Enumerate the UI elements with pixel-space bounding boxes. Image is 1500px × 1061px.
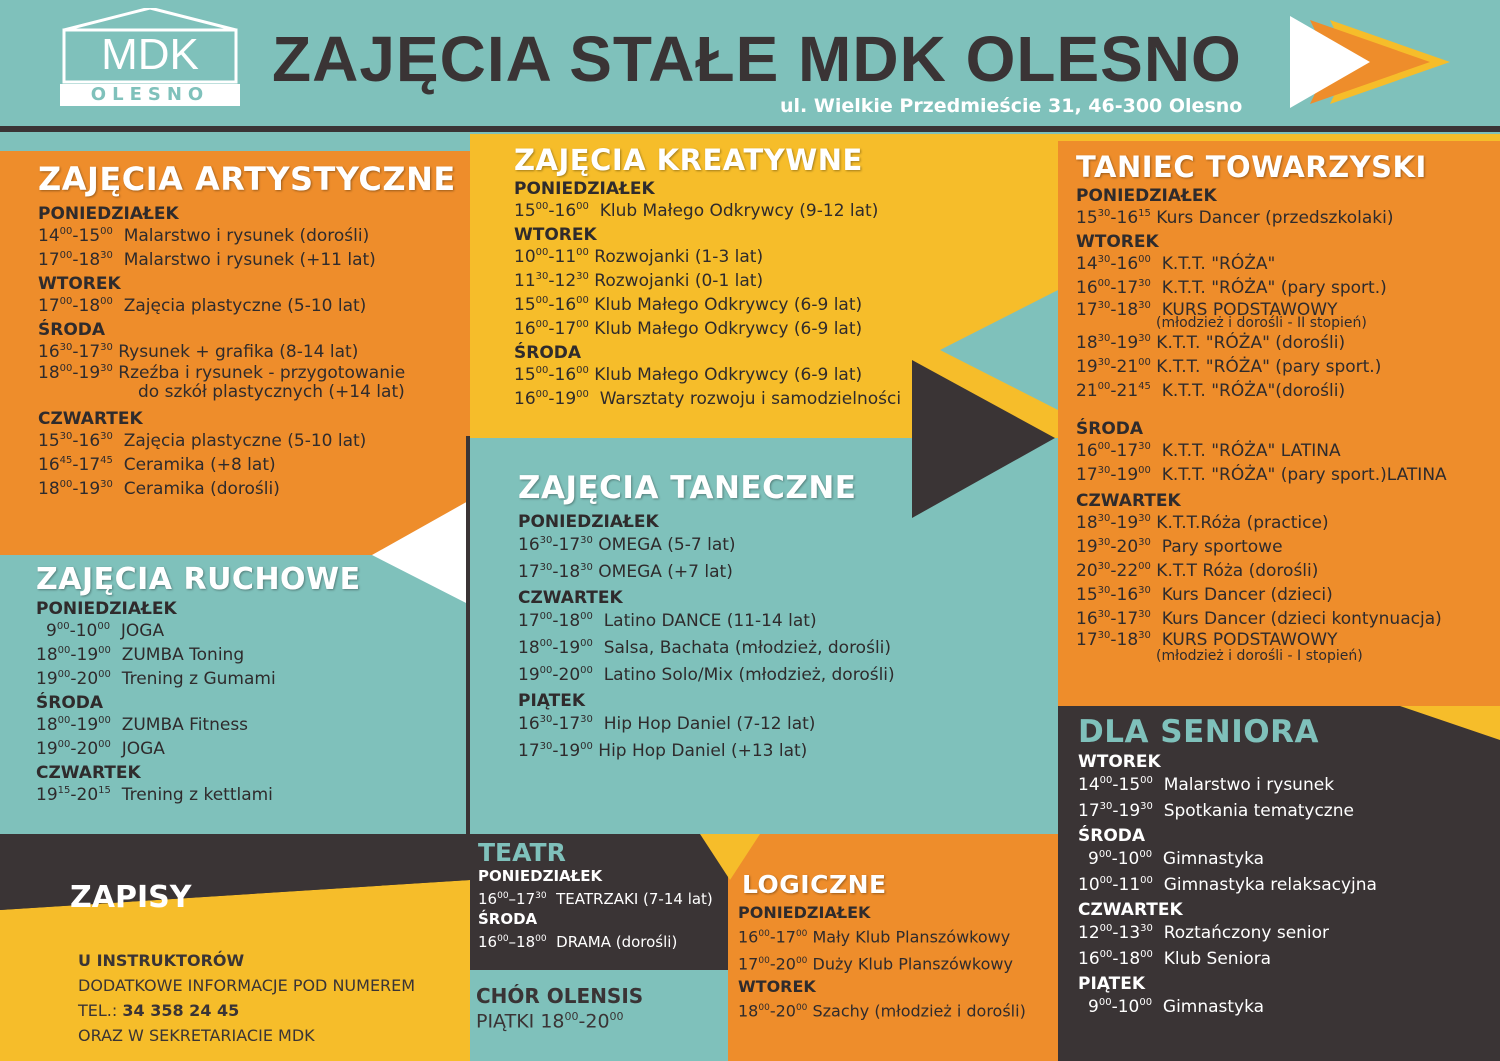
schedule-row: $15^{30}-16^{30}$ Kurs Dancer (dzieci) (1076, 585, 1333, 605)
logiczne-title: LOGICZNE (742, 870, 887, 899)
schedule-row: $19^{00}-20^{00}$ Trening z Gumami (36, 669, 276, 689)
day-label: ŚRODA (1078, 826, 1146, 846)
teatr-section (478, 838, 728, 953)
zapisy-phone: TEL.: 34 358 24 45 (78, 1001, 240, 1020)
schedule-row: $17^{30}-18^{30}$ KURS PODSTAWOWY (1076, 300, 1338, 320)
zapisy-title: ZAPISY (70, 880, 192, 915)
day-label: PONIEDZIAŁEK (518, 512, 659, 532)
zapisy-info (78, 948, 468, 1048)
taneczne-section (518, 470, 958, 765)
taniec-title: TANIEC TOWARZYSKI (1076, 150, 1427, 184)
logiczne-section (738, 870, 1056, 1023)
schedule-row: $18^{00}-20^{00}$ Szachy (młodzież i dorośli) (738, 1000, 1026, 1020)
schedule-row: $18^{00}-19^{00}$ ZUMBA Fitness (36, 715, 249, 735)
ruchowe-title: ZAJĘCIA RUCHOWE (36, 562, 361, 597)
day-label: PONIEDZIAŁEK (1076, 186, 1217, 206)
day-label: ŚRODA (514, 343, 582, 363)
schedule-row: $18^{00}-19^{30}$ Rzeźba i rysunek - przygotowanie (38, 363, 406, 383)
taniec-section (1076, 150, 1496, 664)
schedule-row: $16^{30}-17^{30}$ Rysunek + grafika (8-14 lat) (38, 342, 359, 362)
schedule-row: $17^{30}-19^{00}$ K.T.T. "RÓŻA" (pary sport.)LATINA (1076, 465, 1447, 485)
schedule-row: $17^{30}-18^{30}$ KURS PODSTAWOWY (1076, 630, 1338, 650)
schedule-row: $14^{00}-15^{00}$ Malarstwo i rysunek (1078, 775, 1335, 795)
day-label: PIĄTEK (518, 691, 586, 711)
chor-title: CHÓR OLENSIS (476, 984, 644, 1008)
schedule-row: $10^{00}-11^{00}$ Rozwojanki (1-3 lat) (514, 247, 764, 267)
schedule-row: $11^{30}-12^{30}$ Rozwojanki (0-1 lat) (514, 271, 764, 291)
schedule-row: $17^{30}-18^{30}$ OMEGA (+7 lat) (518, 562, 733, 582)
teatr-title: TEATR (478, 838, 566, 867)
day-label: CZWARTEK (518, 588, 623, 608)
day-label: CZWARTEK (36, 763, 141, 783)
logo-main-text: MDK (101, 30, 199, 79)
zapisy-line: ORAZ W SEKRETARIACIE MDK (78, 1026, 315, 1045)
day-label: WTOREK (38, 274, 121, 294)
schedule-row: $10^{00}-11^{00}$ Gimnastyka relaksacyjna (1078, 875, 1377, 895)
schedule-row: $9^{00}-10^{00}$ JOGA (46, 621, 165, 641)
schedule-row: $18^{30}-19^{30}$ K.T.T.Róża (practice) (1076, 513, 1329, 533)
schedule-row: $14^{30}-16^{00}$ K.T.T. "RÓŻA" (1076, 254, 1276, 274)
schedule-row: $18^{30}-19^{30}$ K.T.T. "RÓŻA" (dorośli) (1076, 333, 1346, 353)
schedule-row: $9^{00}-10^{00}$ Gimnastyka (1088, 849, 1265, 869)
day-label: WTOREK (514, 225, 597, 245)
schedule-row: $9^{00}-10^{00}$ Gimnastyka (1088, 997, 1265, 1017)
schedule-row: $15^{00}-16^{00}$ Klub Małego Odkrywcy (6-9 lat) (514, 365, 863, 385)
schedule-row: $16^{00}-17^{30}$ TEATRZAKI (7-14 lat) (478, 890, 713, 908)
kreatywne-section (514, 143, 944, 411)
schedule-row: $12^{00}-13^{30}$ Roztańczony senior (1078, 923, 1330, 943)
schedule-row: $15^{00}-16^{00}$ Klub Małego Odkrywcy (6-9 lat) (514, 295, 863, 315)
day-label: PONIEDZIAŁEK (38, 204, 179, 224)
schedule-row: $20^{30}-22^{00}$ K.T.T Róża (dorośli) (1076, 561, 1319, 581)
ruchowe-section (36, 562, 466, 807)
schedule-row: $18^{00}-19^{00}$ ZUMBA Toning (36, 645, 245, 665)
address: ul. Wielkie Przedmieście 31, 46-300 Olesno (780, 95, 1243, 117)
schedule-row: $17^{30}-19^{30}$ Spotkania tematyczne (1078, 801, 1354, 821)
schedule-row-continued: do szkół plastycznych (+14 lat) (138, 382, 405, 402)
schedule-row: $16^{00}-17^{30}$ K.T.T. "RÓŻA" (pary sport.) (1076, 278, 1387, 298)
zapisy-line: U INSTRUKTORÓW (78, 951, 245, 970)
schedule-row: $17^{00}-18^{00}$ Zajęcia plastyczne (5-10 lat) (38, 296, 367, 316)
day-label: ŚRODA (478, 910, 538, 928)
schedule-row: $19^{30}-20^{30}$ Pary sportowe (1076, 537, 1283, 557)
schedule-row: $15^{30}-16^{15}$ Kurs Dancer (przedszkolaki) (1076, 208, 1394, 228)
schedule-row: $21^{00}-21^{45}$ K.T.T. "RÓŻA"(dorośli) (1076, 381, 1346, 401)
kreatywne-title: ZAJĘCIA KREATYWNE (514, 143, 863, 177)
schedule-row: $16^{00}-17^{00}$ Klub Małego Odkrywcy (6-9 lat) (514, 319, 863, 339)
schedule-row: $19^{30}-21^{00}$ K.T.T. "RÓŻA" (pary sport.) (1076, 357, 1382, 377)
schedule-row: $18^{00}-19^{00}$ Salsa, Bachata (młodzież, dorośli) (518, 638, 892, 658)
page-title: ZAJĘCIA STAŁE MDK OLESNO (272, 23, 1242, 95)
schedule-row: $19^{15}-20^{15}$ Trening z kettlami (36, 785, 273, 805)
senior-section (1078, 714, 1488, 1020)
schedule-row: $16^{30}-17^{30}$ OMEGA (5-7 lat) (518, 535, 736, 555)
schedule-row: $15^{00}-16^{00}$ Klub Małego Odkrywcy (9-12 lat) (514, 201, 879, 221)
day-label: PONIEDZIAŁEK (478, 867, 603, 885)
schedule-row: $14^{00}-15^{00}$ Malarstwo i rysunek (dorośli) (38, 226, 370, 246)
schedule-row: $16^{00}-18^{00}$ Klub Seniora (1078, 949, 1272, 969)
day-label: ŚRODA (1076, 419, 1144, 439)
schedule-row: $16^{30}-17^{30}$ Kurs Dancer (dzieci kontynuacja) (1076, 609, 1442, 629)
day-label: CZWARTEK (1076, 491, 1181, 511)
schedule-row: $16^{00}-17^{00}$ Mały Klub Planszówkowy (738, 927, 1011, 947)
schedule-row: $17^{30}-19^{00}$ Hip Hop Daniel (+13 lat) (518, 741, 808, 761)
schedule-row-continued: (młodzież i dorośli - I stopień) (1156, 648, 1363, 664)
senior-title: DLA SENIORA (1078, 714, 1319, 750)
schedule-row-continued: (młodzież i dorośli - II stopień) (1156, 315, 1367, 331)
day-label: PIĄTEK (1078, 974, 1146, 994)
schedule-row: $19^{00}-20^{00}$ Latino Solo/Mix (młodzież, dorośli) (518, 665, 895, 685)
schedule-row: $16^{00}-19^{00}$ Warsztaty rozwoju i samodzielności (514, 389, 902, 409)
schedule-row: $18^{00}-19^{30}$ Ceramika (dorośli) (38, 479, 280, 499)
artystyczne-section (38, 160, 468, 501)
schedule-row: $16^{45}-17^{45}$ Ceramika (+8 lat) (38, 455, 276, 475)
day-label: PONIEDZIAŁEK (738, 903, 871, 922)
day-label: WTOREK (738, 976, 816, 996)
day-label: PONIEDZIAŁEK (514, 179, 655, 199)
chor-section (476, 984, 726, 1032)
schedule-row: $16^{30}-17^{30}$ Hip Hop Daniel (7-12 lat) (518, 714, 816, 734)
schedule-row: $16^{00}-18^{00}$ DRAMA (dorośli) (478, 933, 678, 951)
day-label: ŚRODA (36, 693, 104, 713)
schedule-row: $17^{00}-20^{00}$ Duży Klub Planszówkowy (738, 954, 1013, 974)
day-label: WTOREK (1078, 752, 1161, 772)
schedule-row: $16^{00}-17^{30}$ K.T.T. "RÓŻA" LATINA (1076, 441, 1341, 461)
schedule-row: $17^{00}-18^{30}$ Malarstwo i rysunek (+11 lat) (38, 250, 376, 270)
chor-schedule: PIĄTKI $18^{00}-20^{00}$ (476, 1010, 624, 1033)
logo-sub-text: OLESNO (90, 84, 210, 105)
schedule-row: $19^{00}-20^{00}$ JOGA (36, 739, 165, 759)
schedule-row: $17^{00}-18^{00}$ Latino DANCE (11-14 lat) (518, 611, 817, 631)
day-label: CZWARTEK (38, 409, 143, 429)
taneczne-title: ZAJĘCIA TANECZNE (518, 470, 857, 506)
day-label: ŚRODA (38, 320, 106, 340)
schedule-row: $15^{30}-16^{30}$ Zajęcia plastyczne (5-10 lat) (38, 431, 367, 451)
zapisy-line: DODATKOWE INFORMACJE POD NUMEREM (78, 976, 416, 995)
artystyczne-title: ZAJĘCIA ARTYSTYCZNE (38, 160, 456, 198)
day-label: WTOREK (1076, 232, 1159, 252)
day-label: PONIEDZIAŁEK (36, 599, 177, 619)
day-label: CZWARTEK (1078, 900, 1183, 920)
